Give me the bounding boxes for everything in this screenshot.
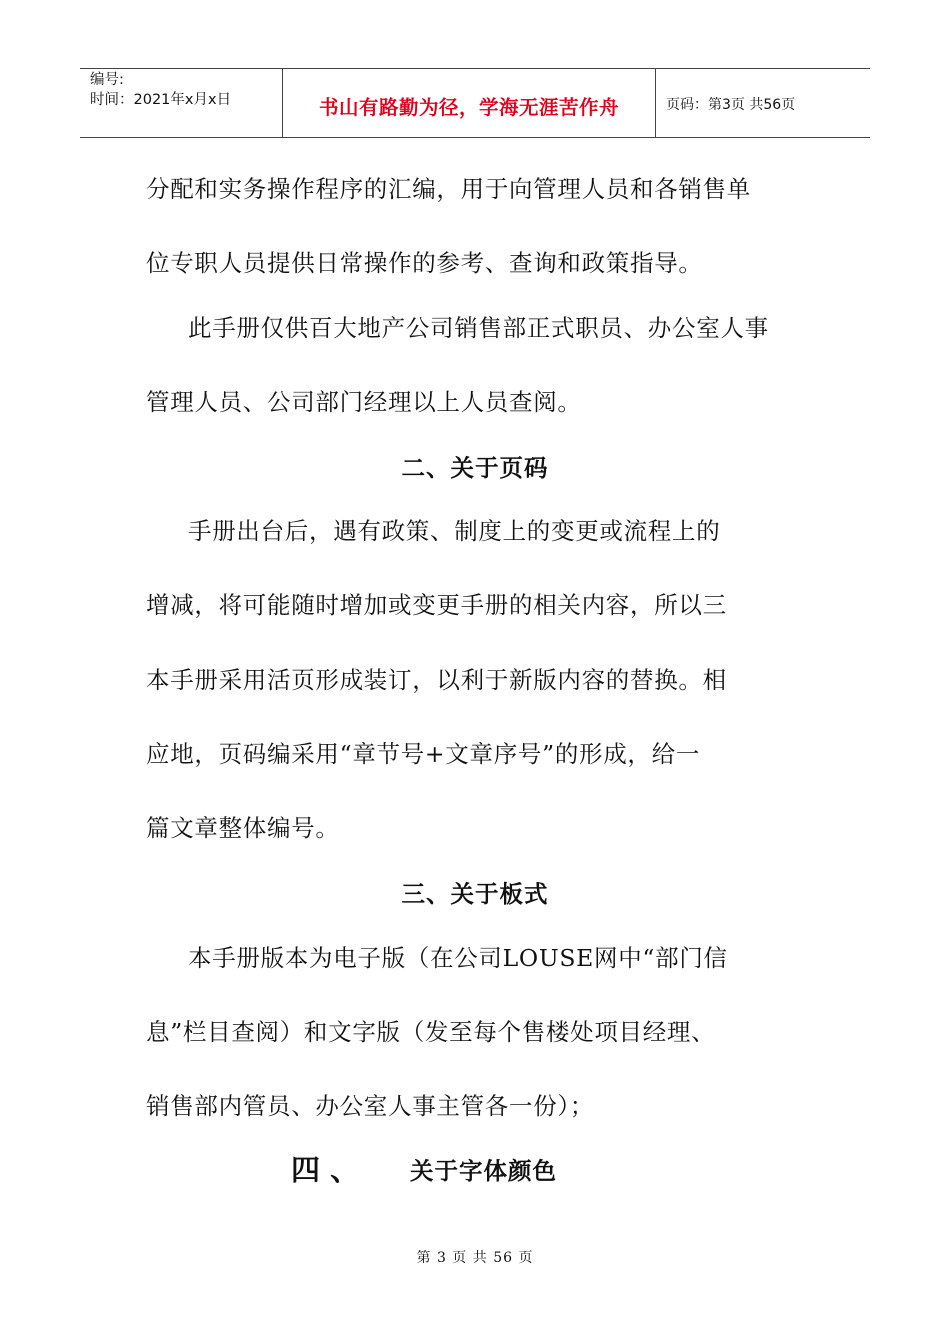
header-meta-cell (80, 69, 282, 137)
body-line: 息”栏目查阅）和文字版（发至每个售楼处项目经理、 (146, 1018, 716, 1046)
body-line: 位专职人员提供日常操作的参考、查询和政策指导。 (146, 249, 703, 277)
body-line: 管理人员、公司部门经理以上人员查阅。 (146, 388, 582, 416)
body-line: 销售部内管员、办公室人事主管各一份）； (146, 1092, 595, 1120)
body-line: 手册出台后，遇有政策、制度上的变更或流程上的 (188, 517, 721, 545)
page-header (80, 68, 870, 138)
section-heading-4-number: 四 、 (291, 1153, 360, 1187)
body-line: 篇文章整体编号。 (146, 814, 340, 842)
header-motto-cell (282, 69, 656, 137)
body-line: 本手册采用活页形成装订，以利于新版内容的替换。相 (146, 666, 727, 694)
body-line: 应地，页码编采用“章节号+文章序号”的形成，给一 (146, 740, 701, 768)
time-label: 时间：2021年x月x日 (90, 92, 232, 108)
body-line: 增减，将可能随时增加或变更手册的相关内容，所以三 (146, 591, 727, 619)
header-page-info: 页码：第3页 共56页 (666, 97, 796, 113)
code-label: 编号: (90, 72, 124, 88)
section-heading-3: 三、关于板式 (401, 880, 549, 908)
section-heading-2: 二、关于页码 (401, 454, 549, 482)
body-line: 此手册仅供百大地产公司销售部正式职员、办公室人事 (188, 314, 769, 342)
section-heading-4-text: 关于字体颜色 (410, 1157, 557, 1185)
page-footer: 第 3 页 共 56 页 (416, 1250, 534, 1266)
body-line: 本手册版本为电子版（在公司LOUSE网中“部门信 (188, 944, 728, 972)
motto: 书山有路勤为径，学海无涯苦作舟 (318, 96, 619, 119)
header-page-cell (656, 69, 870, 137)
body-line: 分配和实务操作程序的汇编，用于向管理人员和各销售单 (146, 175, 751, 203)
